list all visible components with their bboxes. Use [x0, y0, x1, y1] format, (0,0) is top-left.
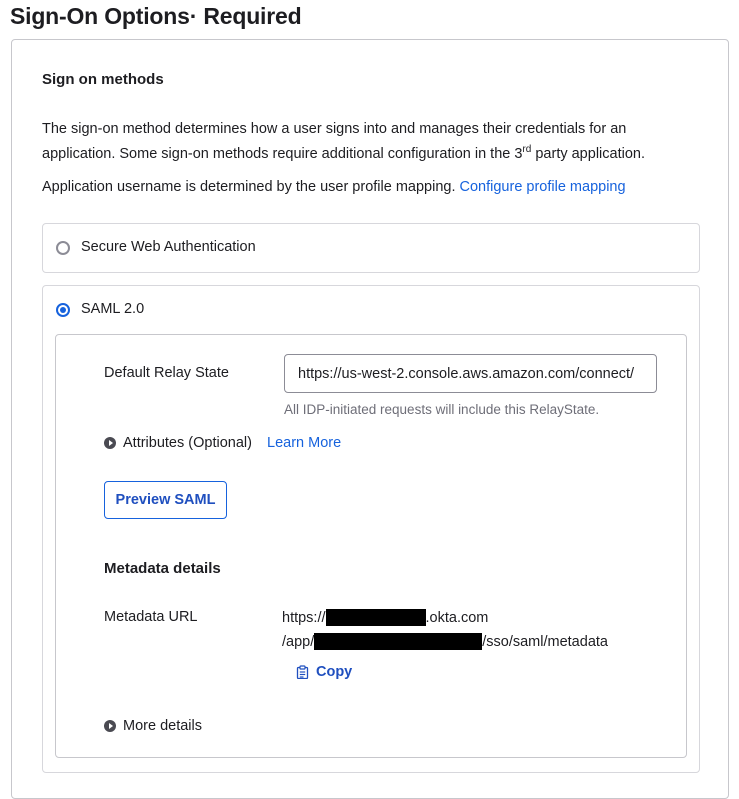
- metadata-url-line-2: [282, 633, 608, 650]
- attributes-toggle[interactable]: [104, 435, 252, 451]
- configure-profile-mapping-link[interactable]: Configure profile mapping: [459, 179, 626, 195]
- caret-right-icon: [104, 720, 116, 732]
- radio-secure-web-authentication[interactable]: [56, 241, 70, 255]
- metadata-url-line-1: [282, 609, 488, 626]
- attributes-label: Attributes (Optional): [123, 435, 252, 451]
- description-text-end: party application.: [531, 146, 645, 162]
- section-title: Sign on methods: [42, 71, 164, 88]
- clipboard-icon: [296, 665, 309, 679]
- copy-label: Copy: [316, 664, 353, 680]
- description-text: The sign-on method determines how a user signs into and manages their credentials for an application. Some sign-on methods require additional configuration in the 3: [42, 121, 627, 162]
- redaction-block: [314, 633, 482, 650]
- default-relay-state-input[interactable]: [284, 354, 657, 393]
- caret-right-icon: [104, 437, 116, 449]
- option-secure-web-authentication[interactable]: [42, 223, 700, 273]
- preview-saml-button[interactable]: Preview SAML: [104, 481, 227, 519]
- description-superscript: rd: [522, 144, 532, 156]
- more-details-label: More details: [123, 718, 202, 734]
- metadata-url-prefix: https://: [282, 609, 326, 626]
- default-relay-state-label: Default Relay State: [104, 365, 229, 381]
- metadata-url-path-suffix: /sso/saml/metadata: [482, 633, 608, 650]
- metadata-details-title: Metadata details: [104, 560, 221, 577]
- profile-mapping-text: Application username is determined by the user profile mapping.: [42, 179, 456, 195]
- option-saml-2[interactable]: [42, 285, 700, 773]
- page-title: Sign-On Options· Required: [10, 3, 302, 29]
- metadata-url-label: Metadata URL: [104, 609, 198, 625]
- metadata-url-domain: .okta.com: [425, 609, 489, 626]
- saml-settings-box: [55, 334, 687, 758]
- radio-saml-2[interactable]: [56, 303, 70, 317]
- copy-metadata-url-button[interactable]: [296, 664, 352, 680]
- metadata-url-path-prefix: /app/: [282, 633, 315, 650]
- option-label: SAML 2.0: [81, 301, 145, 317]
- redaction-block: [326, 609, 426, 626]
- option-label: Secure Web Authentication: [81, 239, 256, 255]
- relay-state-hint: All IDP-initiated requests will include this RelayState.: [284, 402, 600, 417]
- sign-on-description: [42, 117, 702, 167]
- profile-mapping-line: [42, 176, 626, 198]
- learn-more-link[interactable]: Learn More: [267, 435, 342, 451]
- more-details-toggle[interactable]: [104, 718, 202, 734]
